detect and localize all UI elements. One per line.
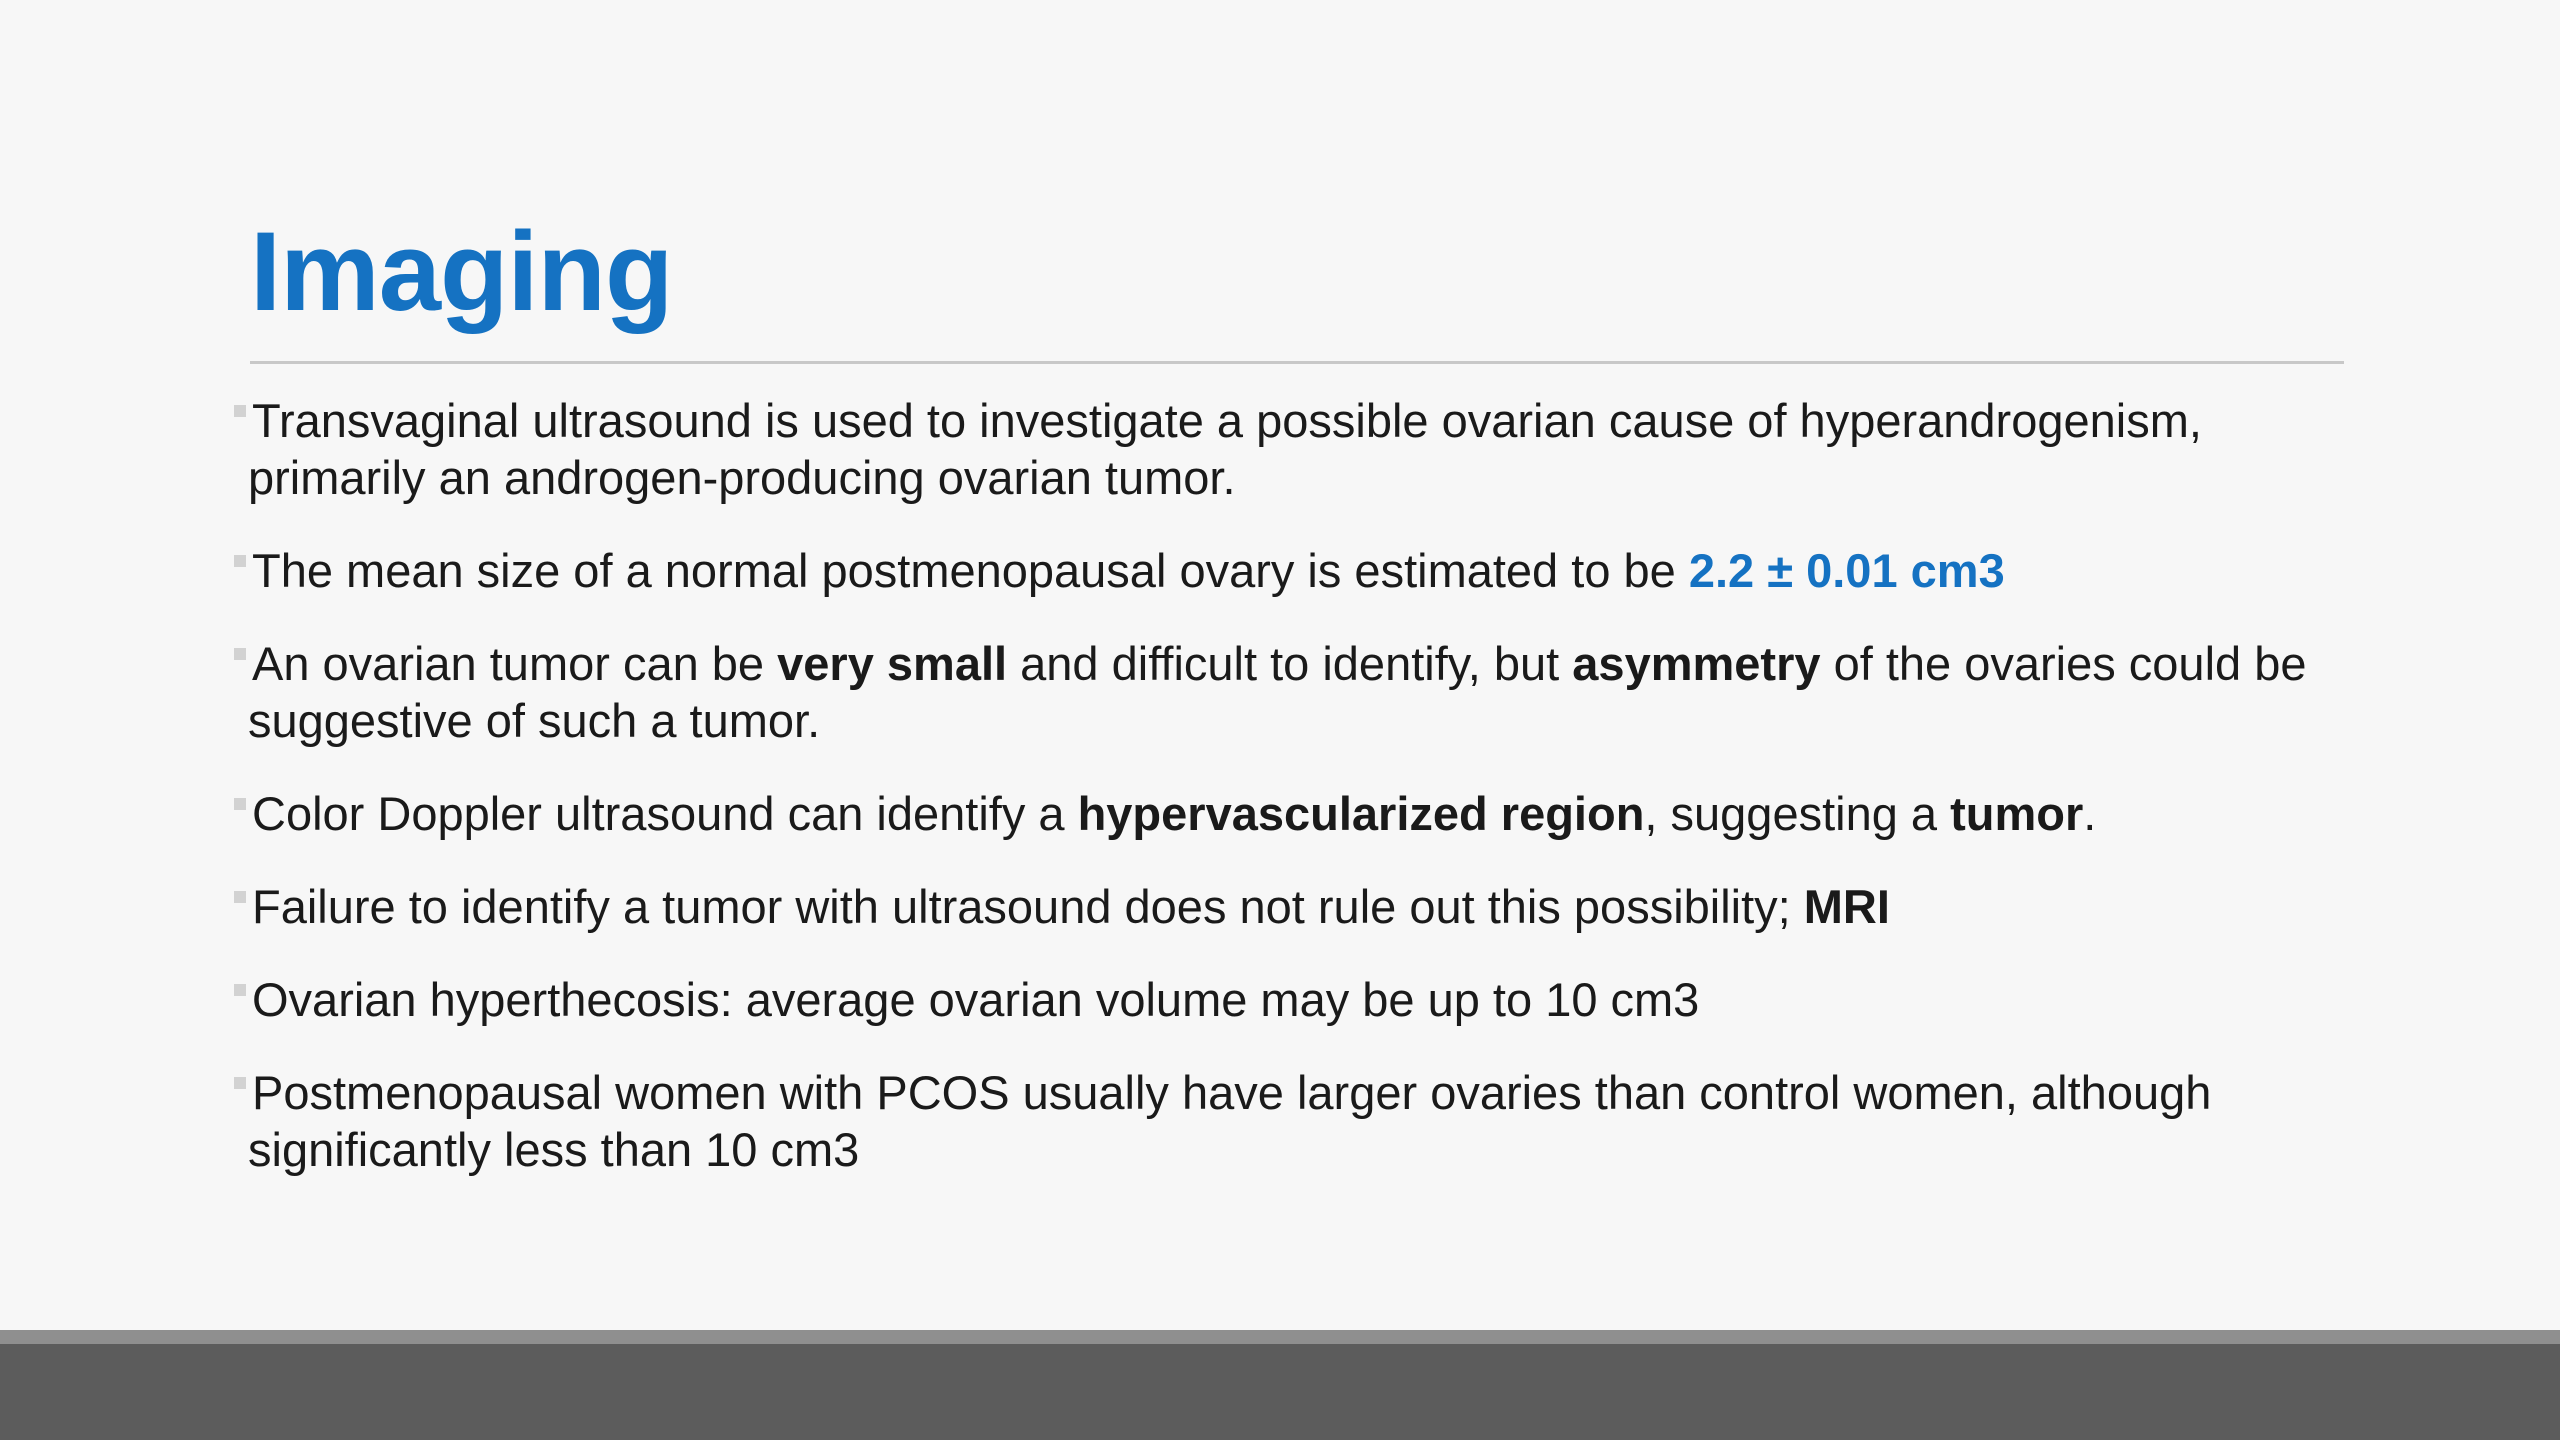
bullet-emphasis: asymmetry bbox=[1572, 637, 1821, 690]
bullet-text: Transvaginal ultrasound is used to investigate a possible ovarian cause of hyperandrogenism, primarily an androgen-producing ovarian tumor. bbox=[248, 394, 2202, 504]
bullet-text: . bbox=[2083, 787, 2097, 840]
bullet-marker-icon bbox=[234, 405, 246, 417]
bullet-item bbox=[248, 785, 2368, 842]
bullet-item bbox=[248, 392, 2368, 506]
bullet-highlight-value: 2.2 ± 0.01 cm3 bbox=[1688, 544, 2005, 597]
bullet-marker-icon bbox=[234, 984, 246, 996]
bullet-item bbox=[248, 878, 2368, 935]
bullet-marker-icon bbox=[234, 648, 246, 660]
bullet-marker-icon bbox=[234, 555, 246, 567]
bullet-list bbox=[248, 392, 2368, 1214]
title-divider bbox=[250, 361, 2344, 364]
bullet-marker-icon bbox=[234, 798, 246, 810]
bullet-text: The mean size of a normal postmenopausal ovary is estimated to be bbox=[252, 544, 1689, 597]
footer-bar bbox=[0, 1344, 2560, 1440]
bullet-item bbox=[248, 1064, 2368, 1178]
bullet-emphasis: tumor bbox=[1950, 787, 2084, 840]
bullet-text: and difficult to identify, but bbox=[1007, 637, 1573, 690]
bullet-item bbox=[248, 971, 2368, 1028]
bullet-emphasis: MRI bbox=[1803, 880, 1890, 933]
bullet-text: of the ovaries could be suggestive of such a tumor. bbox=[248, 637, 2307, 747]
bullet-text: , suggesting a bbox=[1644, 787, 1951, 840]
bullet-marker-icon bbox=[234, 1077, 246, 1089]
slide-title: Imaging bbox=[250, 209, 673, 334]
bullet-text: Ovarian hyperthecosis: average ovarian volume may be up to 10 cm3 bbox=[252, 973, 1700, 1026]
bullet-text: An ovarian tumor can be bbox=[252, 637, 778, 690]
footer-bar-accent bbox=[0, 1330, 2560, 1344]
bullet-emphasis: hypervascularized region bbox=[1077, 787, 1645, 840]
bullet-text: Postmenopausal women with PCOS usually have larger ovaries than control women, although significantly less than 10 cm3 bbox=[248, 1066, 2212, 1176]
bullet-emphasis: very small bbox=[777, 637, 1008, 690]
bullet-text: Color Doppler ultrasound can identify a bbox=[252, 787, 1078, 840]
bullet-marker-icon bbox=[234, 891, 246, 903]
bullet-item bbox=[248, 542, 2368, 599]
bullet-item bbox=[248, 635, 2368, 749]
bullet-text: Failure to identify a tumor with ultrasound does not rule out this possibility; bbox=[252, 880, 1804, 933]
